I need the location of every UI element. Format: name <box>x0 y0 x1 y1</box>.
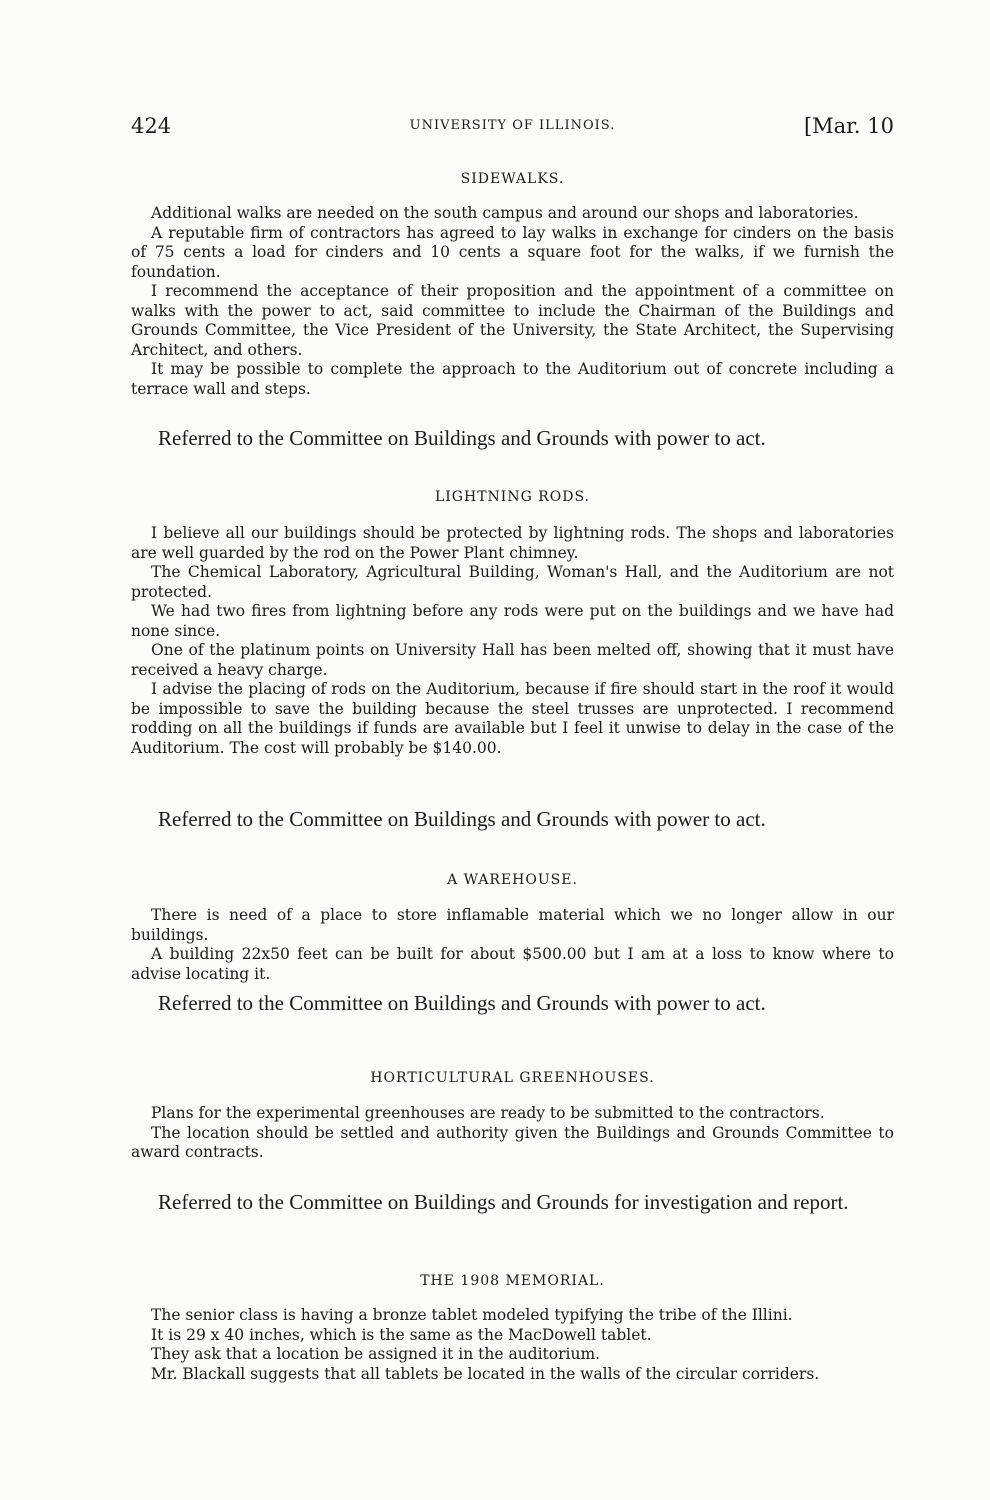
paragraph: The location should be settled and authority given the Buildings and Grounds Committee to award contracts. <box>131 1123 894 1161</box>
paragraph: Mr. Blackall suggests that all tablets be located in the walls of the circular corriders. <box>151 1364 820 1383</box>
referral-greenhouses: Referred to the Committee on Buildings and Grounds for investigation and report. <box>158 1190 849 1214</box>
paragraph: We had two fires from lightning before any rods were put on the buildings and we have had none since. <box>131 602 894 640</box>
paragraph: It may be possible to complete the approach to the Auditorium out of concrete including a terrace wall and steps. <box>131 360 894 398</box>
section-body-lightning-rods <box>131 524 894 758</box>
running-title: UNIVERSITY OF ILLINOIS. <box>409 118 616 133</box>
paragraph: They ask that a location be assigned it in the auditorium. <box>151 1345 601 1363</box>
referral-sidewalks: Referred to the Committee on Buildings and Grounds with power to act. <box>158 426 766 450</box>
running-head <box>131 114 894 144</box>
paragraph: Plans for the experimental greenhouses are ready to be submitted to the contractors. <box>151 1104 825 1122</box>
section-body-memorial <box>131 1306 894 1384</box>
paragraph: It is 29 x 40 inches, which is the same as the MacDowell tablet. <box>151 1325 652 1344</box>
referral-warehouse: Referred to the Committee on Buildings and Grounds with power to act. <box>158 991 766 1015</box>
section-heading-greenhouses: HORTICULTURAL GREENHOUSES. <box>370 1070 655 1086</box>
section-body-warehouse <box>131 906 894 984</box>
section-heading-warehouse: A WAREHOUSE. <box>447 872 578 888</box>
paragraph: Additional walks are needed on the south campus and around our shops and laboratories. <box>151 204 859 222</box>
page-number: 424 <box>131 114 172 138</box>
running-date: [Mar. 10 <box>803 114 894 138</box>
paragraph: One of the platinum points on University Hall has been melted off, showing that it must have received a heavy charge. <box>131 641 894 679</box>
section-body-sidewalks <box>131 204 894 399</box>
paragraph: A reputable firm of contractors has agreed to lay walks in exchange for cinders on the basis of 75 cents a load for cinders and 10 cents a square foot for the walks, if we furnish the foundation. <box>131 223 894 281</box>
paragraph: I believe all our buildings should be protected by lightning rods. The shops and laboratories are well guarded by the rod on the Power Plant chimney. <box>131 524 894 562</box>
section-heading-lightning-rods: LIGHTNING RODS. <box>434 489 590 505</box>
paragraph: I advise the placing of rods on the Auditorium, because if fire should start in the roof it would be impossible to save the building because the steel trusses are unprotected. I recommend rodding on all the buildings if funds are available but I feel it unwise to delay in the case of the Auditorium. The cost will probably be $140.00. <box>131 680 894 757</box>
paragraph: There is need of a place to store inflamable material which we no longer allow in our buildings. <box>131 906 894 944</box>
section-heading-memorial: THE 1908 MEMORIAL. <box>420 1273 605 1289</box>
section-heading-sidewalks: SIDEWALKS. <box>460 171 565 187</box>
paragraph: I recommend the acceptance of their proposition and the appointment of a committee on walks with the power to act, said committee to include the Chairman of the Buildings and Grounds Committee, the Vice President of the University, the State Architect, the Supervising Architect, and others. <box>131 282 894 359</box>
paragraph: A building 22x50 feet can be built for about $500.00 but I am at a loss to know where to advise locating it. <box>131 945 894 983</box>
referral-lightning-rods: Referred to the Committee on Buildings and Grounds with power to act. <box>158 807 766 831</box>
paragraph: The Chemical Laboratory, Agricultural Building, Woman's Hall, and the Auditorium are not protected. <box>131 563 894 601</box>
section-body-greenhouses <box>131 1104 894 1163</box>
paragraph: The senior class is having a bronze tablet modeled typifying the tribe of the Illini. <box>151 1306 793 1324</box>
